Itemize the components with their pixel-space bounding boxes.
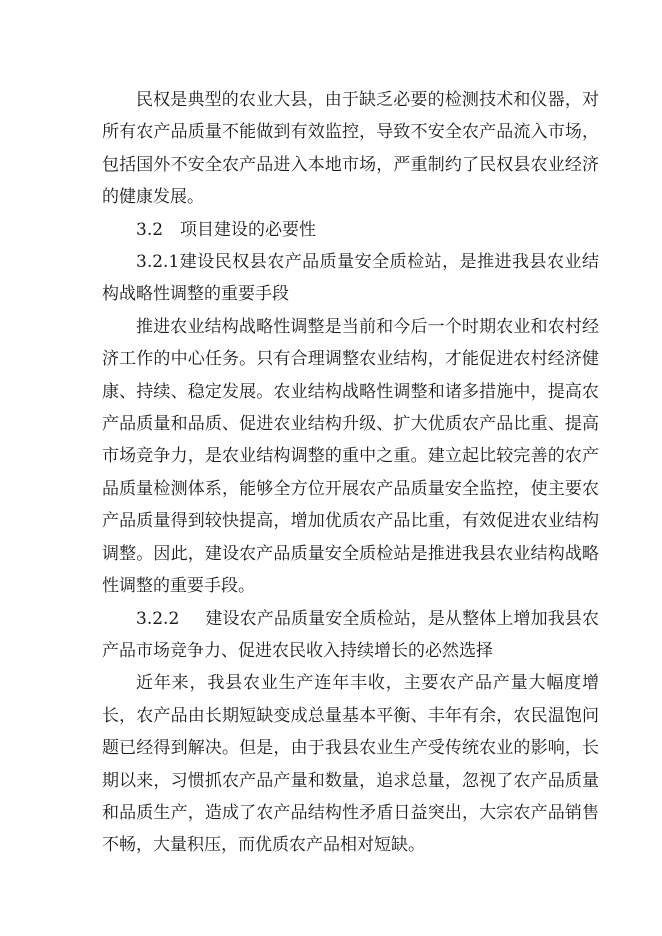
section-heading-3-2: [102, 214, 599, 246]
subsection-title: 建设农产品质量安全质检站，是从整体上增加我县农产品市场竞争力、促进农民收入持续增长的必然选择: [102, 608, 599, 661]
subsection-number: 3.2.2: [136, 608, 180, 629]
section-number: 3.2: [136, 219, 164, 240]
document-page: [102, 84, 599, 862]
subsection-number: 3.2.1: [136, 252, 180, 273]
subsection-heading-3-2-2: [102, 603, 599, 668]
paragraph-intro: 民权是典型的农业大县，由于缺乏必要的检测技术和仪器，对所有农产品质量不能做到有效监控，导致不安全农产品流入市场，包括国外不安全农产品进入本地市场，严重制约了民权县农业经济的健康发展。: [102, 90, 599, 208]
section-title: 项目建设的必要性: [180, 219, 317, 240]
paragraph-recent-years: 近年来，我县农业生产连年丰收，主要农产品产量大幅度增长，农产品由长期短缺变成总量基本平衡、丰年有余，农民温饱问题已经得到解决。但是，由于我县农业生产受传统农业的影响，长期以来，习惯抓农产品产量和数量，追求总量，忽视了农产品质量和品质生产，造成了农产品结构性矛盾日益突出，大宗农产品销售不畅，大量积压，而优质农产品相对短缺。: [102, 673, 599, 856]
subsection-heading-3-2-1: [102, 246, 599, 311]
paragraph-structure-adjustment: 推进农业结构战略性调整是当前和今后一个时期农业和农村经济工作的中心任务。只有合理调整农业结构，才能促进农村经济健康、持续、稳定发展。农业结构战略性调整和诸多措施中，提高农产品质量和品质、促进农业结构升级、扩大优质农产品比重、提高市场竞争力，是农业结构调整的重中之重。建立起比较完善的农产品质量检测体系，能够全方位开展农产品质量安全监控，使主要农产品质量得到较快提高，增加优质农产品比重，有效促进农业结构调整。因此，建设农产品质量安全质检站是推进我县农业结构战略性调整的重要手段。: [102, 316, 599, 597]
subsection-title: 建设民权县农产品质量安全质检站，是推进我县农业结构战略性调整的重要手段: [102, 252, 599, 305]
